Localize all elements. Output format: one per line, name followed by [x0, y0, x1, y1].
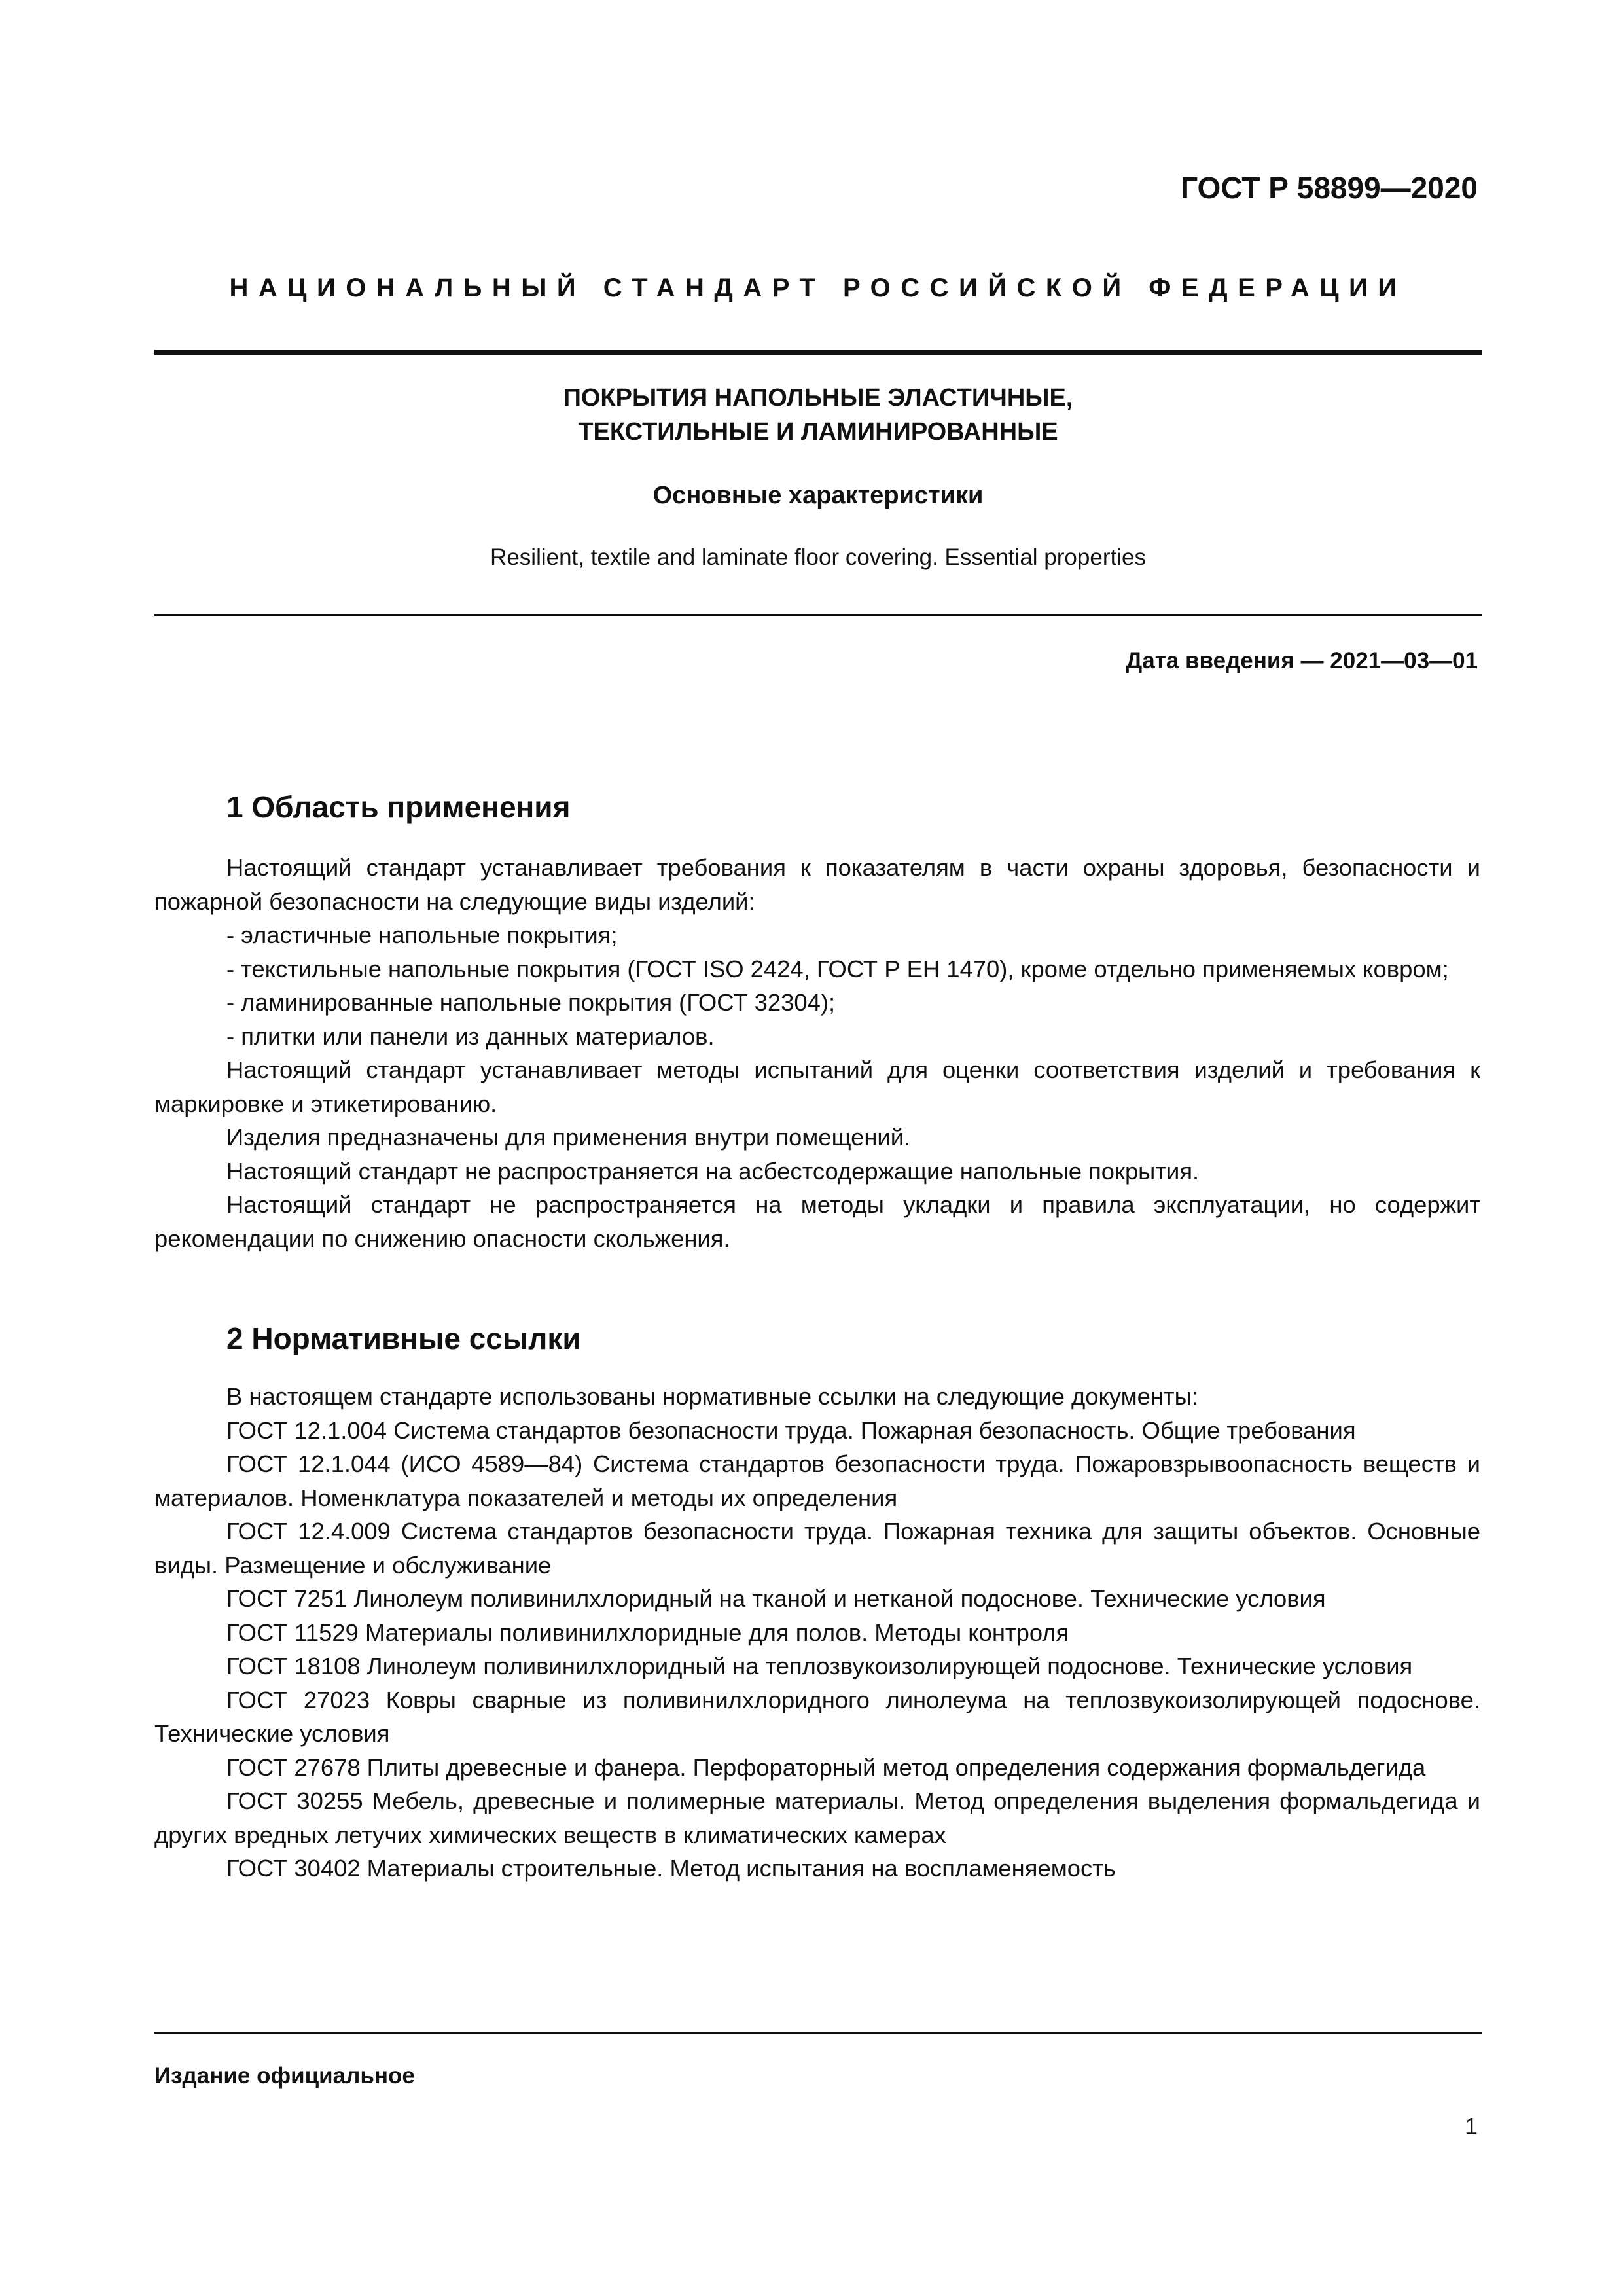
paragraph: Настоящий стандарт не распространяется на асбестсодержащие напольные покрытия.	[226, 1157, 1200, 1185]
footer-rule	[154, 2032, 1482, 2034]
reference-item: ГОСТ 18108 Линолеум поливинилхлоридный на теплозвукоизолирующей подоснове. Технические условия	[226, 1653, 1413, 1679]
header-rule	[154, 350, 1482, 355]
reference-item: ГОСТ 12.1.044 (ИСО 4589—84) Система стандартов безопасности труда. Пожаровзрывоопасность веществ и материалов. Номенклатура показателей и методы их определения	[154, 1450, 1480, 1511]
reference-item: ГОСТ 7251 Линолеум поливинилхлоридный на тканой и нетканой подоснове. Технические условия	[226, 1585, 1326, 1612]
list-item: - плитки или панели из данных материалов.	[226, 1022, 715, 1050]
list-item: - эластичные напольные покрытия;	[226, 922, 618, 948]
list-item: - текстильные напольные покрытия (ГОСТ ISO 2424, ГОСТ Р ЕН 1470), кроме отдельно применяемых ковром;	[226, 955, 1449, 982]
reference-item: ГОСТ 11529 Материалы поливинилхлоридные для полов. Методы контроля	[226, 1619, 1069, 1646]
title-line-1: ПОКРЫТИЯ НАПОЛЬНЫЕ ЭЛАСТИЧНЫЕ,	[563, 384, 1073, 412]
paragraph: Настоящий стандарт устанавливает требования к показателям в части охраны здоровья, безопасности и пожарной безопасности на следующие виды изделий:	[154, 854, 1480, 915]
paragraph: Настоящий стандарт не распространяется на методы укладки и правила эксплуатации, но содержит рекомендации по снижению опасности скольжения.	[154, 1191, 1480, 1252]
document-number: ГОСТ Р 58899—2020	[1181, 171, 1478, 205]
paragraph: В настоящем стандарте использованы нормативные ссылки на следующие документы:	[226, 1383, 1198, 1410]
reference-item: ГОСТ 30402 Материалы строительные. Метод испытания на воспламеняемость	[226, 1855, 1116, 1882]
page-number: 1	[1464, 2113, 1478, 2140]
section-1-body	[154, 851, 1480, 1255]
title-rule	[154, 614, 1482, 616]
list-item: - ламинированные напольные покрытия (ГОСТ 32304);	[226, 989, 836, 1016]
official-edition-label: Издание официальное	[154, 2063, 415, 2089]
introduction-date: Дата введения — 2021—03—01	[1126, 648, 1478, 673]
reference-item: ГОСТ 12.1.004 Система стандартов безопасности труда. Пожарная безопасность. Общие требования	[226, 1416, 1356, 1444]
reference-item: ГОСТ 27678 Плиты древесные и фанера. Перфораторный метод определения содержания формальдегида	[226, 1753, 1426, 1781]
section-1-heading: 1 Область применения	[226, 790, 571, 824]
standard-subtitle: Основные характеристики	[652, 482, 984, 509]
reference-item: ГОСТ 12.4.009 Система стандартов безопасности труда. Пожарная техника для защиты объектов. Основные виды. Размещение и обслуживание	[154, 1518, 1480, 1579]
section-2-body	[154, 1380, 1480, 1886]
title-line-2: ТЕКСТИЛЬНЫЕ И ЛАМИНИРОВАННЫЕ	[578, 418, 1058, 446]
national-standard-banner: НАЦИОНАЛЬНЫЙ СТАНДАРТ РОССИЙСКОЙ ФЕДЕРАЦИИ	[229, 274, 1407, 302]
standard-title	[154, 381, 1482, 449]
reference-item: ГОСТ 30255 Мебель, древесные и полимерные материалы. Метод определения выделения формальдегида и других вредных летучих химических веществ в климатических камерах	[154, 1787, 1480, 1848]
paragraph: Настоящий стандарт устанавливает методы испытаний для оценки соответствия изделий и требования к маркировке и этикетированию.	[154, 1056, 1480, 1117]
english-title: Resilient, textile and laminate floor covering. Essential properties	[490, 545, 1146, 570]
paragraph: Изделия предназначены для применения внутри помещений.	[226, 1124, 911, 1151]
reference-item: ГОСТ 27023 Ковры сварные из поливинилхлоридного линолеума на теплозвукоизолирующей подоснове. Технические условия	[154, 1686, 1480, 1747]
section-2-heading: 2 Нормативные ссылки	[226, 1321, 581, 1355]
